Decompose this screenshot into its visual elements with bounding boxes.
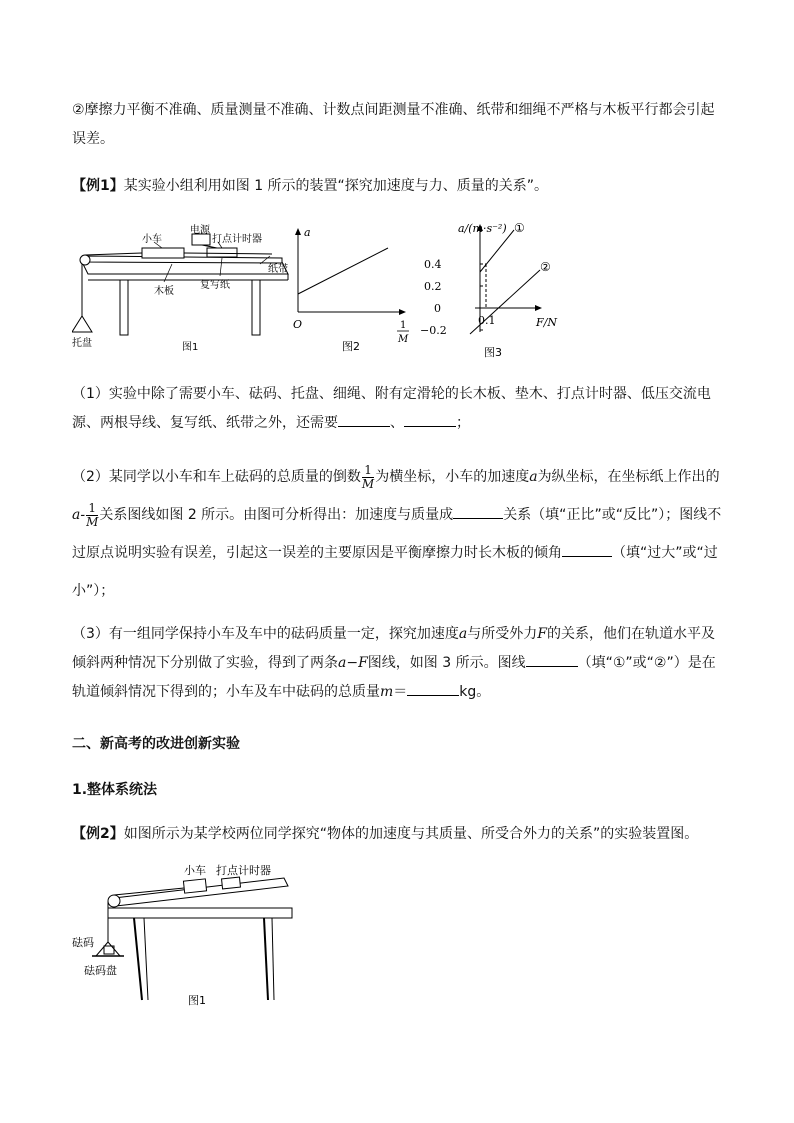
fraction-1-over-M: $\frac{1}{M}$ [361, 462, 375, 491]
label-tray: 托盘 [72, 338, 92, 349]
example2-figure [72, 858, 302, 1018]
fig3-xtick-0.1: 0.1 [478, 314, 496, 327]
label-power: 电源 [190, 225, 210, 236]
fig2-origin: O [293, 318, 303, 331]
series-1-label: ① [514, 221, 525, 235]
fig3-ytick-0.2: 0.2 [424, 280, 442, 293]
example1-question3: （3）有一组同学保持小车及车中的砝码质量一定，探究加速度a与所受外力F的关系，他们在轨道水平及倾斜两种情况下分别做了实验，得到了两条a−F图线，如图 3 所示。图线 （填“①”或“②”）是在轨道倾斜情况下得到的；小车及车中砝码的总质量m＝ kg。 [72, 626, 716, 700]
label-carbon: 复写纸 [200, 280, 230, 291]
example1-figure3 [420, 214, 570, 364]
label-tape: 纸带 [268, 264, 288, 275]
example1-intro: 【例1】某实验小组利用如图 1 所示的装置“探究加速度与力、质量的关系”。 [72, 178, 549, 194]
label-timer: 打点计时器 [212, 234, 262, 245]
q1-answer-blank-1[interactable] [338, 410, 390, 427]
pulley [108, 895, 120, 907]
error-sources-paragraph: ②摩擦力平衡不准确、质量测量不准确、计数点间距测量不准确、纸带和细绳不严格与木板平行都会引起误差。 [72, 102, 715, 147]
example2-intro: 【例2】如图所示为某学校两位同学探究“物体的加速度与其质量、所受合外力的关系”的实验装置图。 [72, 826, 699, 842]
fig3-ytick-0: 0 [434, 302, 441, 315]
pulley [80, 255, 90, 265]
table-top [82, 262, 288, 274]
subsection1-title: 1.整体系统法 [72, 782, 158, 798]
q3-answer-blank-1[interactable] [526, 650, 578, 667]
label-timer: 打点计时器 [216, 864, 271, 877]
timer [207, 248, 237, 257]
series-1-line [480, 230, 514, 272]
example1-tag: 【例1】 [72, 178, 124, 194]
fig2-x-num: 1 [400, 320, 407, 331]
q1-answer-blank-2[interactable] [404, 410, 456, 427]
example2-tag: 【例2】 [72, 826, 124, 842]
fraction-1-over-M-2: $\frac{1}{M}$ [86, 500, 99, 529]
example1-figure1 [72, 222, 297, 357]
figure1-caption: 图1 [182, 342, 199, 353]
timer [222, 877, 241, 889]
example1-figure2 [290, 222, 420, 357]
example1-question1: （1）实验中除了需要小车、砝码、托盘、细绳、附有定滑轮的长木板、垫木、打点计时器、低压交流电源、两根导线、复写纸、纸带之外，还需要 、 ； [72, 386, 711, 431]
figure-caption: 图1 [188, 994, 206, 1007]
figure3-caption: 图3 [484, 346, 502, 359]
label-weights: 砝码 [72, 936, 94, 949]
cart [183, 879, 206, 893]
example1-question2: （2）某同学以小车和车上砝码的总质量的倒数 $\frac{1}{M}$ 为横坐标，小车的加速度a为纵坐标，在坐标纸上作出的a- $\frac{1}{M}$ 关系图线如图 2 所示。由图可分析得出：加速度与质量成 关系（填“正比”或“反比”）；图线不过原点说明实验有误差，引起这一误差的主要原因是平衡摩擦力时长木板的倾角 （填“过大”或“过小”）； [72, 462, 722, 599]
q2-answer-blank-1[interactable] [453, 502, 503, 519]
fig2-y-label: a [304, 226, 311, 239]
section2-title: 二、新高考的改进创新实验 [72, 736, 240, 752]
fig3-ytick-0.4: 0.4 [424, 258, 442, 271]
q3-answer-blank-2[interactable] [407, 679, 459, 696]
fig3-y-label: a/(m·s⁻²) [458, 222, 507, 235]
cart [142, 248, 184, 258]
label-cart: 小车 [142, 234, 162, 245]
fig2-line [298, 248, 388, 294]
figure2-caption: 图2 [342, 340, 360, 353]
fig3-x-label: F/N [536, 316, 557, 329]
tray [72, 316, 92, 332]
label-cart: 小车 [184, 864, 206, 877]
fig3-ytick-neg0.2: −0.2 [420, 324, 447, 337]
label-board: 木板 [154, 286, 174, 297]
fig2-x-den: M [398, 334, 409, 345]
q2-answer-blank-2[interactable] [562, 540, 612, 557]
table-top [108, 908, 292, 918]
series-2-label: ② [540, 260, 551, 274]
label-weight-pan: 砝码盘 [84, 964, 117, 977]
